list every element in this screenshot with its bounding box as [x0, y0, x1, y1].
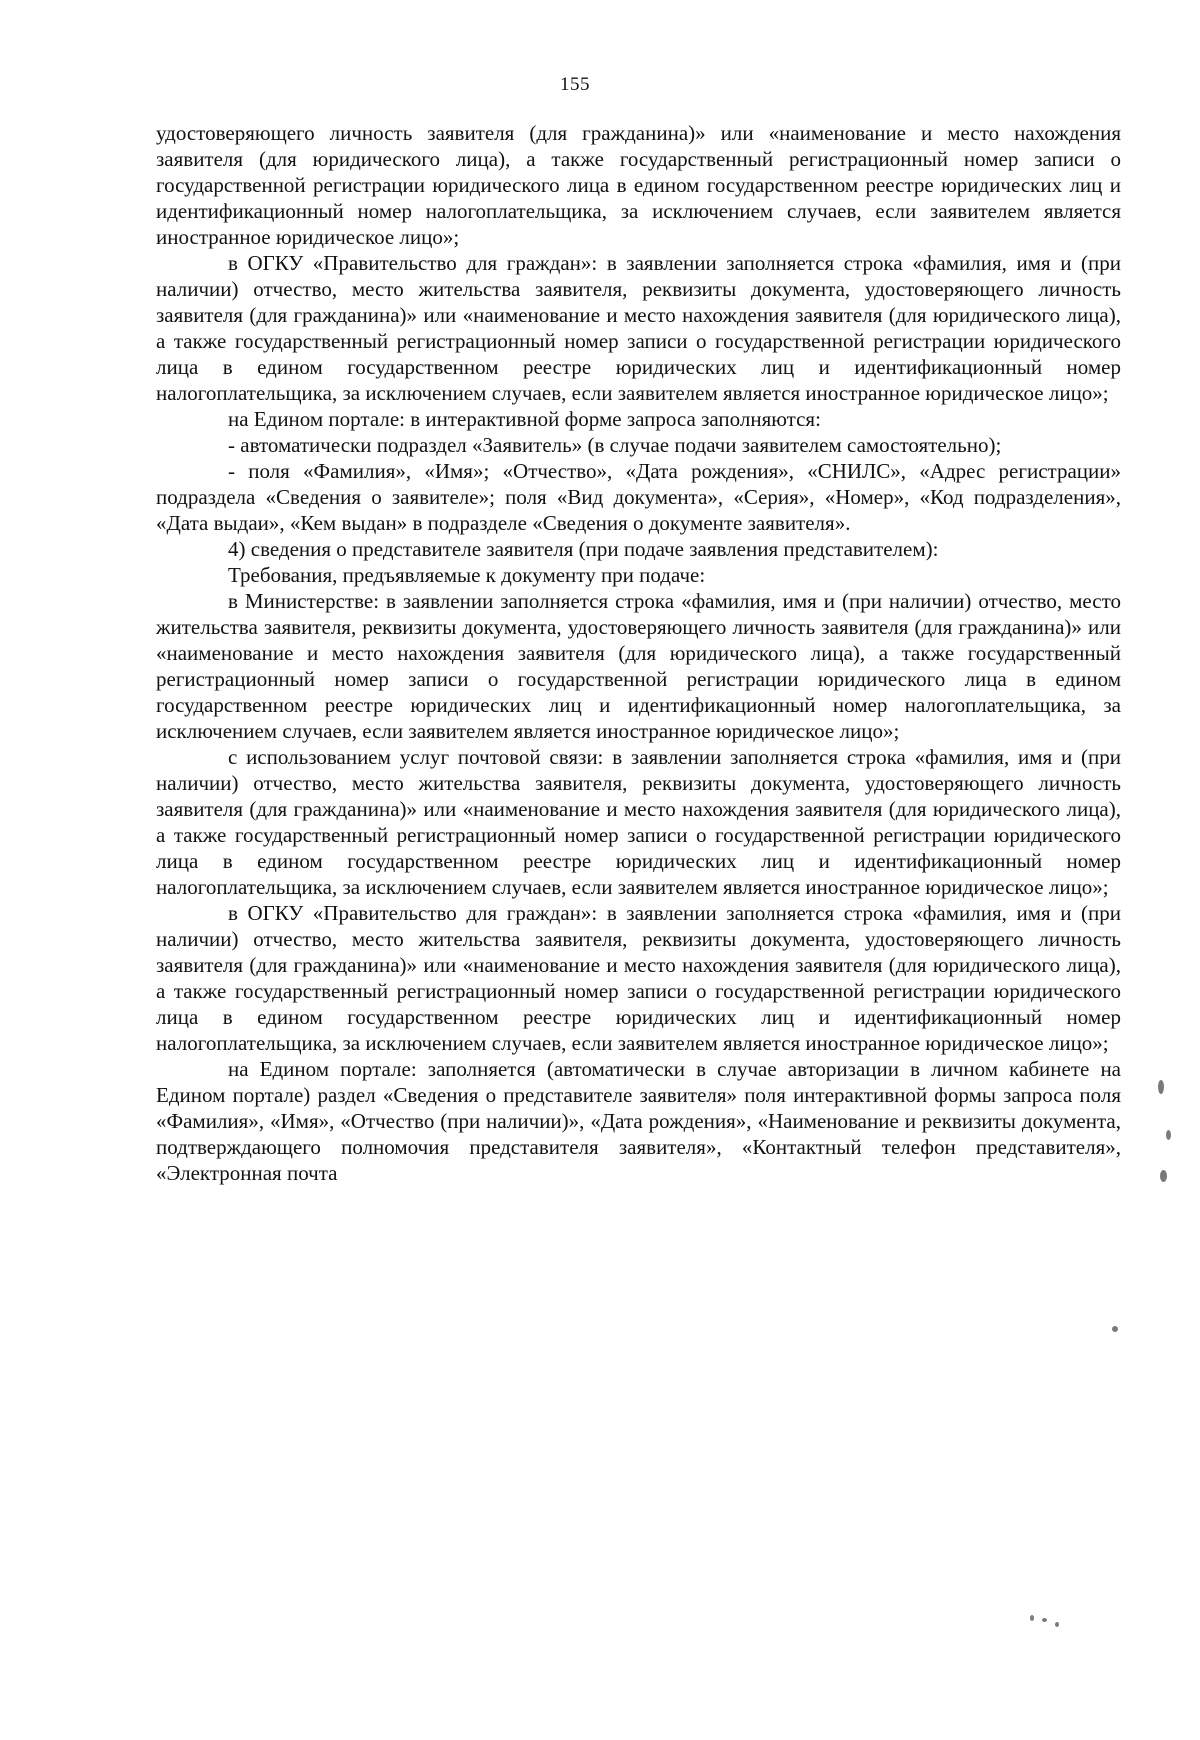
paragraph-applicant-identity-continued: удостоверяющего личность заявителя (для гражданина)» или «наименование и место нахождения заявителя (для юридического лица), а также государственный регистрационный номер записи о государственной регистрации юридического лица в едином государственном реестре юридических лиц и идентификационный номер налогоплательщика, за исключением случаев, если заявителем является иностранное юридическое лицо»;: [156, 121, 1121, 249]
scan-speck: [1112, 1326, 1118, 1332]
page-number: 155: [560, 74, 590, 95]
scan-speck: [1166, 1130, 1171, 1140]
paragraph-portal-auto-subsection: - автоматически подраздел «Заявитель» (в случае подачи заявителем самостоятельно);: [228, 433, 1002, 457]
paragraph-portal-fields: - поля «Фамилия», «Имя»; «Отчество», «Дата рождения», «СНИЛС», «Адрес регистрации» подраздела «Сведения о заявителе»; поля «Вид документа», «Серия», «Номер», «Код подразделения», «Дата выдаи», «Кем выдан» в подразделе «Сведения о документе заявителя».: [156, 459, 1121, 535]
paragraph-portal-representative: на Едином портале: заполняется (автоматически в случае авторизации в личном кабинете на Едином портале) раздел «Сведения о представителе заявителя» поля интерактивной формы запроса поля «Фамилия», «Имя», «Отчество (при наличии)», «Дата рождения», «Наименование и реквизиты документа, подтверждающего полномочия представителя заявителя», «Контактный телефон представителя», «Электронная почта: [156, 1057, 1121, 1185]
paragraph-portal-intro: на Едином портале: в интерактивной форме запроса заполняются:: [228, 407, 821, 431]
paragraph-ogku-representative: в ОГКУ «Правительство для граждан»: в заявлении заполняется строка «фамилия, имя и (при наличии) отчество, место жительства заявителя, реквизиты документа, удостоверяющего личность заявителя (для гражданина)» или «наименование и место нахождения заявителя (для юридического лица), а также государственный регистрационный номер записи о государственной регистрации юридического лица в едином государственном реестре юридических лиц и идентификационный номер налогоплательщика, за исключением случаев, если заявителем является иностранное юридическое лицо»;: [156, 901, 1121, 1055]
paragraph-ogku-applicant: в ОГКУ «Правительство для граждан»: в заявлении заполняется строка «фамилия, имя и (при наличии) отчество, место жительства заявителя, реквизиты документа, удостоверяющего личность заявителя (для гражданина)» или «наименование и место нахождения заявителя (для юридического лица), а также государственный регистрационный номер записи о государственной регистрации юридического лица в едином государственном реестре юридических лиц и идентификационный номер налогоплательщика, за исключением случаев, если заявителем является иностранное юридическое лицо»;: [156, 251, 1121, 405]
paragraph-ministry: в Министерстве: в заявлении заполняется строка «фамилия, имя и (при наличии) отчество, место жительства заявителя, реквизиты документа, удостоверяющего личность заявителя (для гражданина)» или «наименование и место нахождения заявителя (для юридического лица), а также государственный регистрационный номер записи о государственной регистрации юридического лица в едином государственном реестре юридических лиц и идентификационный номер налогоплательщика, за исключением случаев, если заявителем является иностранное юридическое лицо»;: [156, 589, 1121, 743]
scan-speck: [1055, 1622, 1059, 1627]
paragraph-requirements: Требования, предъявляемые к документу при подаче:: [228, 563, 706, 587]
paragraph-postal: с использованием услуг почтовой связи: в заявлении заполняется строка «фамилия, имя и (при наличии) отчество, место жительства заявителя, реквизиты документа, удостоверяющего личность заявителя (для гражданина)» или «наименование и место нахождения заявителя (для юридического лица), а также государственный регистрационный номер записи о государственной регистрации юридического лица в едином государственном реестре юридических лиц и идентификационный номер налогоплательщика, за исключением случаев, если заявителем является иностранное юридическое лицо»;: [156, 745, 1121, 899]
scan-speck: [1158, 1080, 1164, 1094]
scan-speck: [1160, 1170, 1167, 1182]
page-body: [156, 120, 1121, 1186]
scan-speck: [1042, 1618, 1047, 1622]
paragraph-representative-heading: 4) сведения о представителе заявителя (при подаче заявления представителем):: [228, 537, 939, 561]
scan-speck: [1030, 1615, 1034, 1621]
